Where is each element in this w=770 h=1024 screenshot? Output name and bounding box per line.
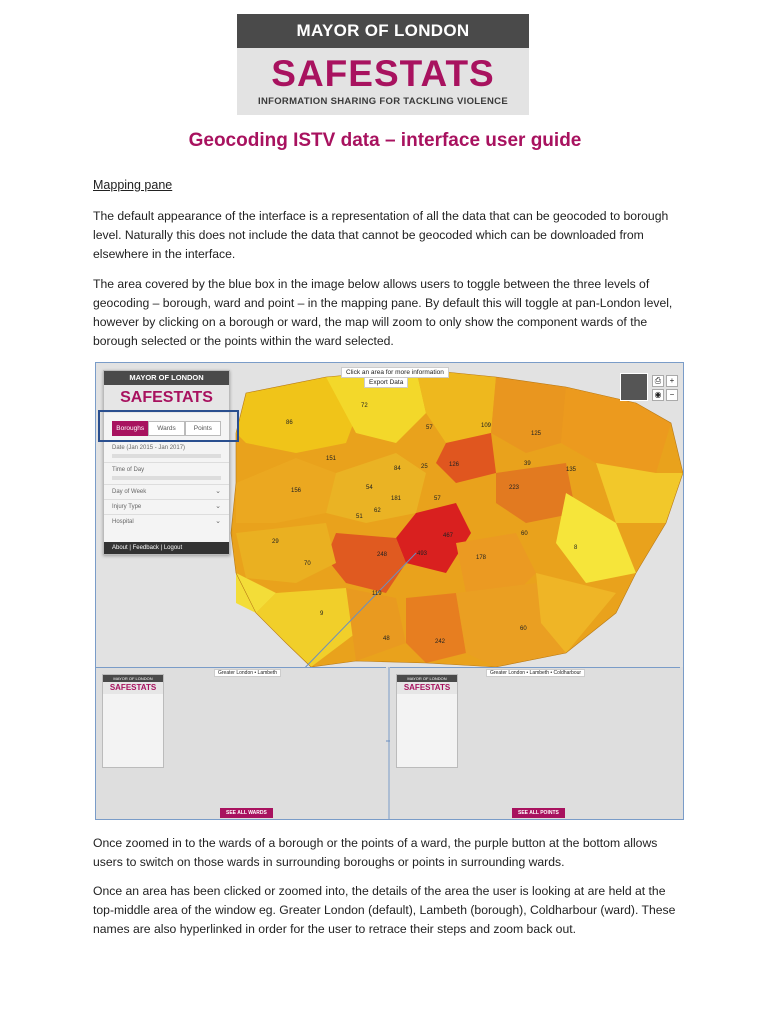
hospital-select[interactable] — [104, 514, 229, 529]
day-of-week-label: Day of Week — [112, 489, 147, 495]
borough-value: 39 — [524, 461, 531, 467]
borough-value: 57 — [434, 496, 441, 502]
date-filter-label: Date (Jan 2015 - Jan 2017) — [112, 445, 186, 451]
control-panel — [103, 370, 230, 555]
borough-value: 72 — [361, 403, 368, 409]
mayor-safestats-logo — [237, 14, 529, 115]
borough-value: 48 — [383, 636, 390, 642]
chevron-down-icon: ⌄ — [215, 518, 221, 525]
borough-value: 151 — [326, 456, 337, 462]
injury-type-label: Injury Type — [112, 504, 142, 510]
borough-value: 248 — [377, 552, 388, 558]
chevron-down-icon: ⌄ — [215, 488, 221, 495]
time-filter-label: Time of Day — [112, 467, 145, 473]
paragraph-1: The default appearance of the interface is a representation of all the data that can be geocoded to borough level. Naturally this does not include the data that cannot be geocoded which can be downloaded from elsewhere in the interface. — [93, 209, 669, 261]
chevron-down-icon: ⌄ — [215, 503, 221, 510]
borough-value: 125 — [531, 431, 542, 437]
panel-logo: SAFESTATS — [104, 385, 229, 413]
borough-value: 493 — [417, 551, 428, 557]
see-all-wards-button[interactable]: SEE ALL WARDS — [220, 808, 273, 818]
logo-mayor-text: MAYOR OF LONDON — [237, 14, 529, 48]
borough-value: 60 — [521, 531, 528, 537]
map-hint-bar[interactable]: Click an area for more information — [341, 367, 449, 378]
panel-footer-links[interactable]: About | Feedback | Logout — [104, 542, 229, 554]
borough-value: 135 — [566, 467, 577, 473]
time-filter[interactable] — [104, 462, 229, 484]
inset-borough-view — [96, 667, 386, 820]
borough-value: 109 — [481, 423, 492, 429]
inset-panel-header: MAYOR OF LONDON — [103, 675, 163, 682]
borough-value: 223 — [509, 485, 520, 491]
inset-panel — [396, 674, 458, 768]
logo-tagline: INFORMATION SHARING FOR TACKLING VIOLENCE — [258, 96, 508, 107]
date-filter[interactable] — [104, 440, 229, 462]
logo-lower — [237, 48, 529, 115]
borough-value: 119 — [372, 591, 382, 597]
inset-ward-view — [390, 667, 680, 820]
day-of-week-select[interactable] — [104, 484, 229, 499]
tab-wards[interactable]: Wards — [148, 421, 184, 436]
paragraph-3: Once zoomed in to the wards of a borough or the points of a ward, the purple button at the bottom allows users to switch on those wards in surrounding boroughs or points in surrounding wards. — [93, 836, 658, 869]
tab-boroughs[interactable]: Boroughs — [112, 421, 148, 436]
zoom-out-icon[interactable]: − — [666, 389, 678, 401]
borough-value: 84 — [394, 466, 401, 472]
borough-value: 51 — [356, 514, 363, 520]
print-icon[interactable]: ⎙ — [652, 375, 664, 387]
borough-value: 126 — [449, 462, 460, 468]
borough-value: 60 — [520, 626, 527, 632]
borough-value: 178 — [476, 555, 487, 561]
borough-value: 242 — [435, 639, 446, 645]
borough-value: 25 — [421, 464, 428, 470]
layers-icon[interactable]: ◉ — [652, 389, 664, 401]
inset-panel-header: MAYOR OF LONDON — [397, 675, 457, 682]
export-data-button[interactable]: Export Data — [364, 377, 408, 388]
map-screenshot-figure — [95, 362, 684, 820]
injury-type-select[interactable] — [104, 499, 229, 514]
inset-panel-logo: SAFESTATS — [103, 682, 163, 694]
inset-breadcrumb[interactable]: Greater London • Lambeth • Coldharbour — [486, 669, 585, 677]
logo-safestats-text: SAFESTATS — [271, 53, 495, 94]
borough-value: 467 — [443, 533, 454, 539]
borough-value: 9 — [320, 611, 324, 617]
tab-points[interactable]: Points — [185, 421, 221, 436]
inset-panel — [102, 674, 164, 768]
zoom-in-icon[interactable]: + — [666, 375, 678, 387]
borough-value: 57 — [426, 425, 433, 431]
borough-value: 29 — [272, 539, 279, 545]
date-slider[interactable] — [112, 454, 221, 458]
document-title: Geocoding ISTV data – interface user guide — [188, 130, 582, 151]
satellite-toggle[interactable] — [620, 373, 648, 401]
borough-value: 54 — [366, 485, 373, 491]
borough-value: 86 — [286, 420, 293, 426]
inset-panel-logo: SAFESTATS — [397, 682, 457, 694]
time-slider[interactable] — [112, 476, 221, 480]
panel-header: MAYOR OF LONDON — [104, 371, 229, 385]
inset-breadcrumb[interactable]: Greater London • Lambeth — [214, 669, 281, 677]
paragraph-4: Once an area has been clicked or zoomed into, the details of the area the user is looking at are held at the top-middle area of the window eg. Greater London (default), Lambeth (borough), Coldharbour (ward). These names are also hyperlinked in order for the user to retrace their steps and zoom back out. — [93, 884, 676, 936]
borough-value: 70 — [304, 561, 311, 567]
borough-value: 62 — [374, 508, 381, 514]
toggle-highlight-box — [98, 410, 239, 442]
borough-value: 181 — [391, 496, 402, 502]
hospital-label: Hospital — [112, 519, 134, 525]
see-all-points-button[interactable]: SEE ALL POINTS — [512, 808, 565, 818]
borough-value: 8 — [574, 545, 578, 551]
section-heading: Mapping pane — [93, 178, 173, 192]
borough-value: 156 — [291, 488, 302, 494]
paragraph-2: The area covered by the blue box in the image below allows users to toggle between the three levels of geocoding – borough, ward and point – in the mapping pane. By default this will toggle at pan-London level, however by clicking on a borough or ward, the map will zoom to only show the component wards of the borough selected or the points within the ward selected. — [93, 277, 673, 348]
